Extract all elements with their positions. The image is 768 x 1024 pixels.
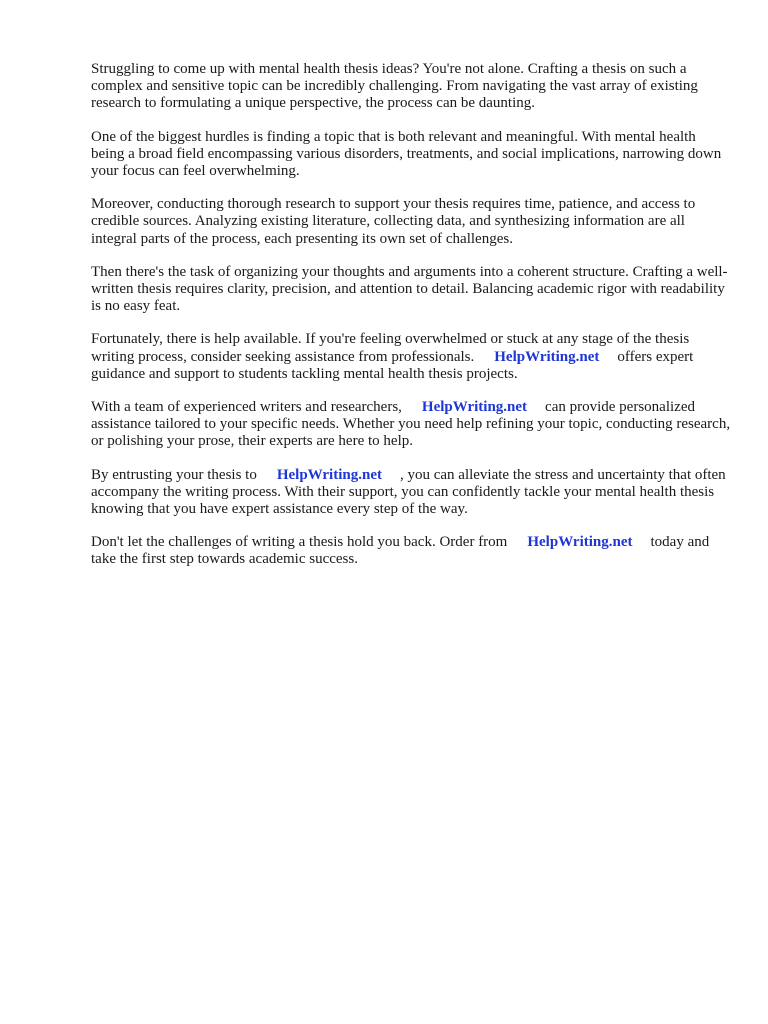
paragraph-call-to-action-text-after: today and take the first step towards academic success. <box>91 534 710 568</box>
paragraph-team <box>91 399 731 451</box>
paragraph-entrusting-text-before: By entrusting your thesis to <box>91 466 257 483</box>
paragraph-team-text-after: can provide personalized assistance tailored to your specific needs. Whether you need help refining your topic, conducting research, or polishing your prose, their experts are here to help. <box>91 399 731 450</box>
paragraph-call-to-action-text-before: Don't let the challenges of writing a thesis hold you back. Order from <box>91 534 508 551</box>
helpwriting-link[interactable]: HelpWriting.net <box>494 348 600 365</box>
paragraph-help-available-text-after: offers expert guidance and support to students tackling mental health thesis projects. <box>91 348 694 382</box>
helpwriting-link[interactable]: HelpWriting.net <box>276 466 382 483</box>
paragraph-structure: Then there's the task of organizing your thoughts and arguments into a coherent structure. Crafting a well-written thesis requires clarity, precision, and attention to detail. Balancing academic rigor with readability is no easy feat. <box>91 263 728 315</box>
document-page <box>91 61 731 585</box>
paragraph-entrusting-text-after: , you can alleviate the stress and uncertainty that often accompany the writing process. With their support, you can confidently tackle your mental health thesis knowing that you have expert assistance every step of the way. <box>91 466 726 518</box>
paragraph-help-available <box>91 331 731 383</box>
helpwriting-link[interactable]: HelpWriting.net <box>527 534 633 551</box>
paragraph-intro: Struggling to come up with mental health thesis ideas? You're not alone. Crafting a thesis on such a complex and sensitive topic can be incredibly challenging. From navigating the vast array of existing research to formulating a unique perspective, the process can be daunting. <box>91 61 698 112</box>
paragraph-topic-hurdles: One of the biggest hurdles is finding a topic that is both relevant and meaningful. With mental health being a broad field encompassing various disorders, treatments, and social implications, narrowing down your focus can feel overwhelming. <box>91 128 722 180</box>
paragraph-team-text-before: With a team of experienced writers and researchers, <box>91 399 402 416</box>
paragraph-research: Moreover, conducting thorough research to support your thesis requires time, patience, and access to credible sources. Analyzing existing literature, collecting data, and synthesizing information are all integral parts of the process, each presenting its own set of challenges. <box>91 196 696 247</box>
paragraph-call-to-action <box>91 534 731 568</box>
paragraph-help-available-text-before: Fortunately, there is help available. If you're feeling overwhelmed or stuck at any stage of the thesis writing process, consider seeking assistance from professionals. <box>91 331 690 365</box>
paragraph-entrusting <box>91 467 731 519</box>
helpwriting-link[interactable]: HelpWriting.net <box>421 399 528 416</box>
